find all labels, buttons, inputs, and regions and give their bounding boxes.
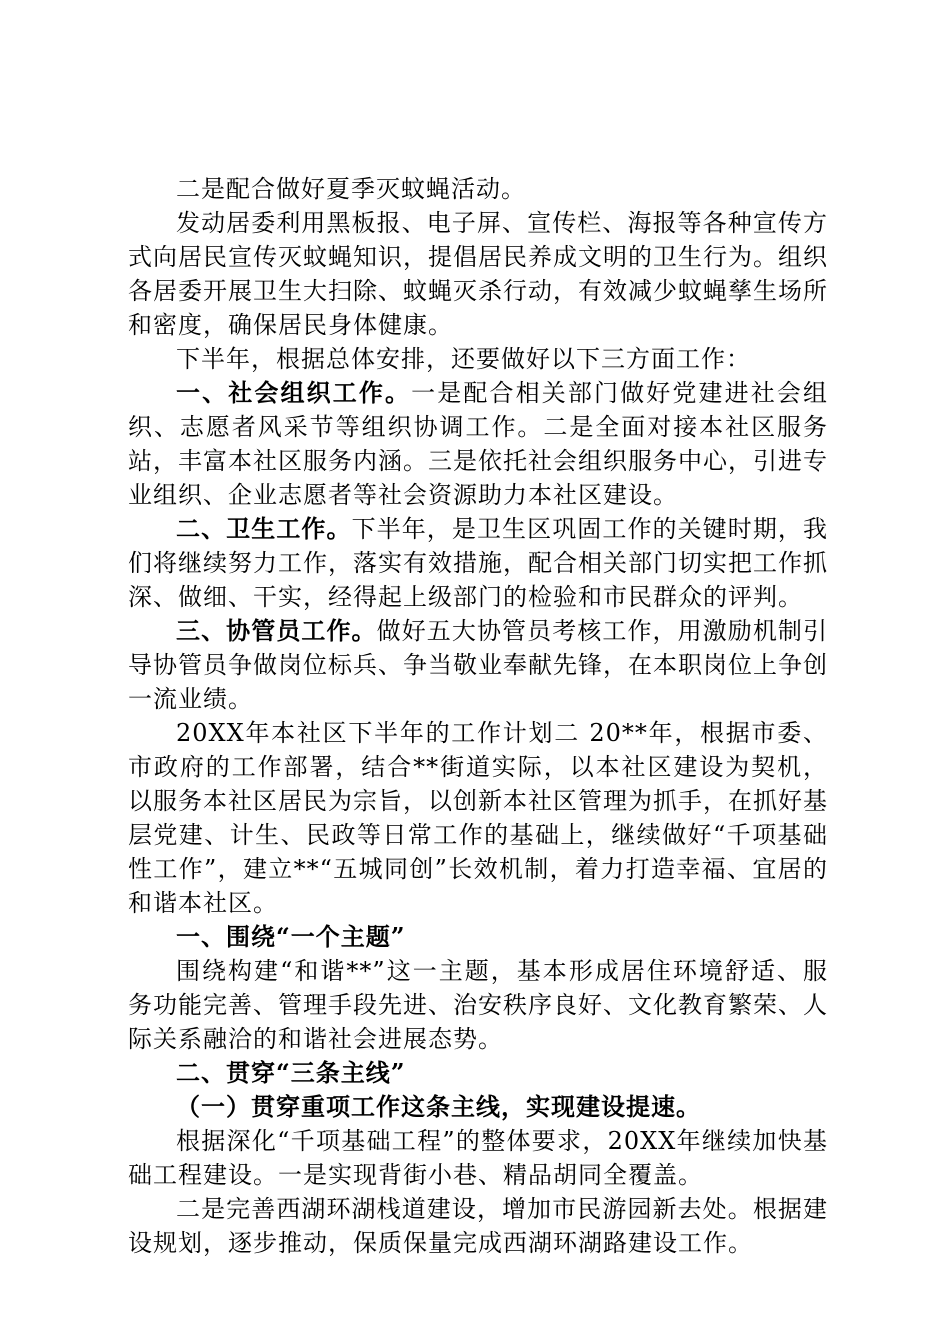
section-body-coordinator-work: 做好五大协管员考核工作，用激励机制引导协管员争做岗位标兵、争当敬业奉献先锋，在本职岗位上争创一流业绩。: [128, 617, 828, 713]
paragraph-work-plan: 20XX年本社区下半年的工作计划二 20**年，根据市委、市政府的工作部署，结合**街道实际，以本社区建设为契机，以服务本社区居民为宗旨，以创新本社区管理为抓手，在抓好基层党建、计生、民政等日常工作的基础上，继续做好“千项基础性工作”，建立**“五城同创”长效机制，着力打造幸福、宜居的和谐本社区。: [128, 719, 828, 917]
paragraph-mosquito-activity: 二是配合做好夏季灭蚊蝇活动。: [176, 175, 526, 203]
section-title-health-work: 二、卫生工作。: [176, 514, 352, 543]
section-body-social-organization: 一是配合相关部门做好党建进社会组织、志愿者风采节等组织协调工作。二是全面对接本社区服务站，丰富本社区服务内涵。三是依托社会组织服务中心，引进专业组织、企业志愿者等社会资源助力本社区建设。: [128, 379, 828, 509]
heading-three-lines: 二、贯穿“三条主线”: [176, 1058, 406, 1087]
paragraph-health-work: [128, 512, 828, 614]
paragraph-social-organization: [128, 376, 828, 512]
paragraph-west-lake: 二是完善西湖环湖栈道建设，增加市民游园新去处。根据建设规划，逐步推动，保质保量完成西湖环湖路建设工作。: [128, 1195, 828, 1257]
heading-one-theme: 一、围绕“一个主题”: [176, 922, 406, 951]
section-title-coordinator-work: 三、协管员工作。: [176, 616, 377, 645]
paragraph-coordinator-work: [128, 614, 828, 716]
paragraph-harmony-theme: 围绕构建“和谐**”这一主题，基本形成居住环境舒适、服务功能完善、管理手段先进、治安秩序良好、文化教育繁荣、人际关系融洽的和谐社会进展态势。: [128, 957, 828, 1053]
paragraph-publicity: 发动居委利用黑板报、电子屏、宣传栏、海报等各种宣传方式向居民宣传灭蚊蝇知识，提倡居民养成文明的卫生行为。组织各居委开展卫生大扫除、蚊蝇灭杀行动，有效减少蚊蝇孳生场所和密度，确保居民身体健康。: [128, 209, 828, 339]
document-page: [128, 172, 828, 1260]
section-title-social-organization: 一、社会组织工作。: [176, 378, 412, 407]
section-body-health-work: 下半年，是卫生区巩固工作的关键时期，我们将继续努力工作，落实有效措施，配合相关部门切实把工作抓深、做细、干实，经得起上级部门的检验和市民群众的评判。: [128, 515, 829, 611]
subheading-key-projects: （一）贯穿重项工作这条主线，实现建设提速。: [176, 1092, 701, 1121]
paragraph-basic-engineering: 根据深化“千项基础工程”的整体要求，20XX年继续加快基础工程建设。一是实现背街小巷、精品胡同全覆盖。: [128, 1127, 828, 1189]
paragraph-second-half-intro: 下半年，根据总体安排，还要做好以下三方面工作：: [176, 345, 751, 373]
